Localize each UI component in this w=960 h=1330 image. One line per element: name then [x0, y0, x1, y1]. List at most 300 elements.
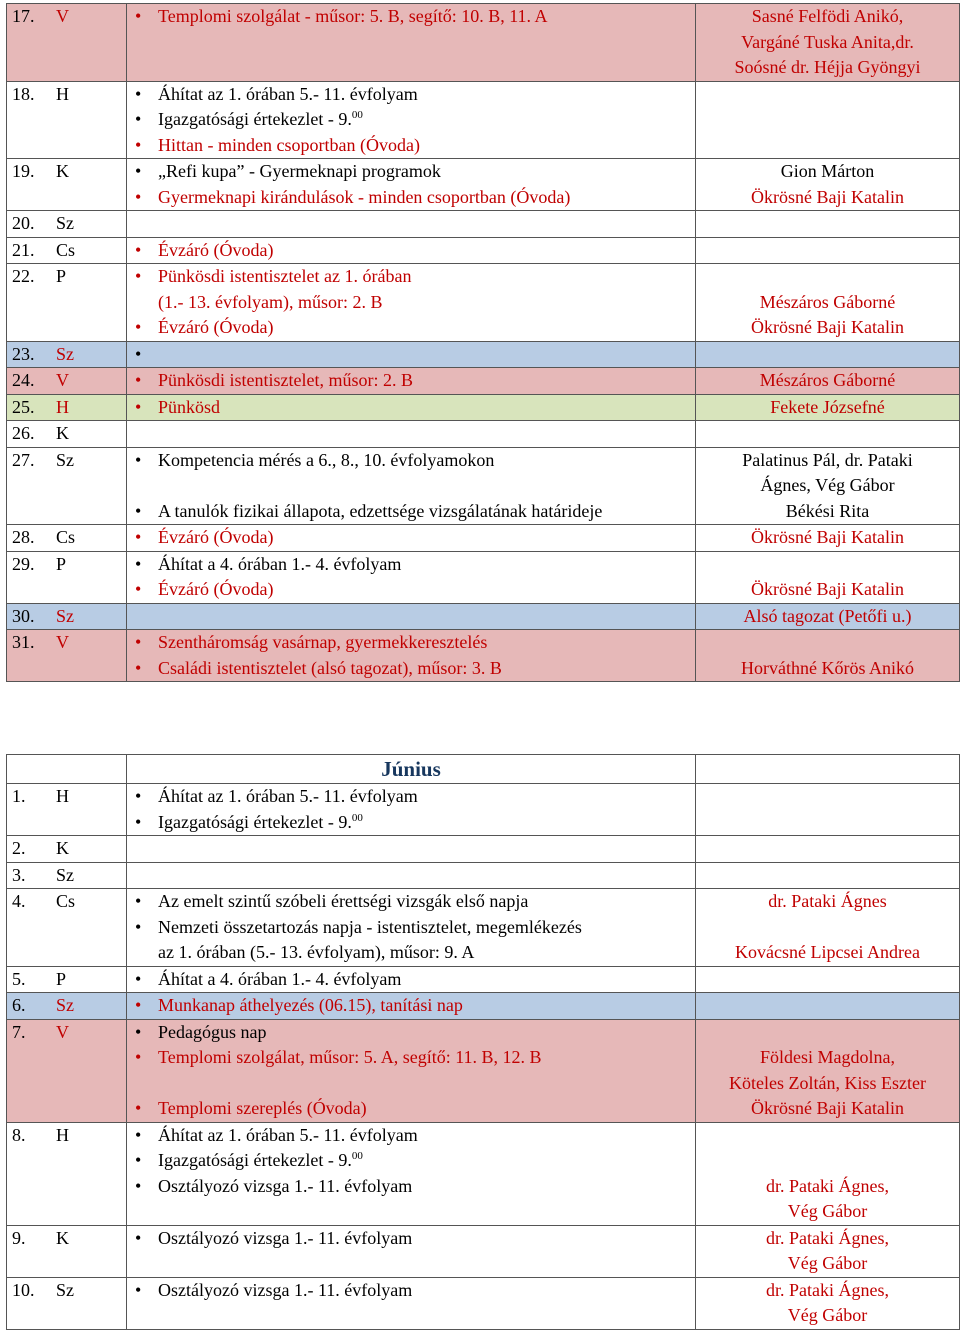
responsible-cell	[696, 264, 960, 342]
bullet-icon: •	[135, 916, 142, 937]
responsible-cell	[696, 1225, 960, 1277]
event-text: Pedagógus nap	[158, 1021, 267, 1042]
event-item	[127, 993, 695, 1019]
event-item	[127, 368, 695, 394]
day-of-week: H	[56, 83, 69, 104]
june-schedule-table	[6, 754, 960, 1330]
responsible-person	[696, 1123, 959, 1149]
schedule-row	[7, 966, 960, 993]
event-text: Áhítat az 1. órában 5.- 11. évfolyam	[158, 1124, 418, 1145]
responsible-cell	[696, 836, 960, 863]
event-item	[127, 1174, 695, 1200]
event-item	[127, 1045, 695, 1071]
schedule-row	[7, 603, 960, 630]
events-cell	[127, 211, 696, 238]
events-cell	[127, 341, 696, 368]
responsible-cell	[696, 394, 960, 421]
date-cell	[7, 368, 127, 395]
event-item	[127, 577, 695, 603]
responsible-person: Földesi Magdolna,	[760, 1047, 895, 1067]
bullet-icon: •	[135, 579, 142, 599]
responsible-cell	[696, 4, 960, 82]
event-text: „Refi kupa” - Gyermeknapi programok	[158, 161, 441, 181]
event-text: Gyermeknapi kirándulások - minden csoportban (Óvoda)	[158, 186, 571, 207]
day-number: 30.	[12, 605, 35, 626]
date-cell	[7, 1225, 127, 1277]
date-cell	[7, 1122, 127, 1225]
day-of-week: H	[56, 1124, 69, 1145]
day-number: 22.	[12, 266, 35, 286]
day-of-week: Cs	[56, 891, 76, 911]
event-item	[127, 1278, 695, 1304]
responsible-person: Vég Gábor	[787, 1305, 868, 1325]
responsible-person	[696, 1020, 959, 1046]
bullet-icon: •	[135, 186, 142, 207]
day-number: 1.	[12, 786, 26, 806]
day-number: 29.	[12, 553, 35, 574]
event-item	[127, 185, 695, 211]
event-item	[127, 1020, 695, 1046]
day-of-week: K	[56, 161, 69, 181]
event-item	[127, 315, 695, 341]
day-of-week: Cs	[56, 239, 76, 260]
bullet-icon: •	[135, 449, 142, 470]
bullet-icon: •	[135, 83, 142, 104]
bullet-icon: •	[135, 1279, 142, 1300]
responsible-person: Ökrösné Baji Katalin	[751, 579, 904, 599]
event-text: Hittan - minden csoportban (Óvoda)	[158, 134, 420, 155]
bullet-icon: •	[135, 396, 142, 417]
day-of-week: K	[56, 1227, 69, 1248]
bullet-icon: •	[135, 527, 142, 547]
event-item	[127, 4, 695, 30]
day-number: 20.	[12, 213, 35, 233]
responsible-person: Gion Márton	[780, 161, 875, 181]
day-number: 25.	[12, 396, 35, 417]
bullet-icon: •	[135, 1150, 142, 1170]
day-of-week: K	[56, 423, 69, 443]
date-cell	[7, 447, 127, 525]
responsible-cell	[696, 341, 960, 368]
date-cell	[7, 394, 127, 421]
event-item	[127, 238, 695, 264]
event-item	[127, 1226, 695, 1252]
day-number: 26.	[12, 423, 35, 443]
bullet-icon: •	[135, 553, 142, 574]
events-cell	[127, 1277, 696, 1329]
event-item	[127, 1096, 695, 1122]
event-text: Áhítat az 1. órában 5.- 11. évfolyam	[158, 786, 418, 806]
event-text: Pünkösd	[158, 396, 221, 417]
day-of-week: Sz	[56, 343, 74, 364]
events-cell	[127, 368, 696, 395]
date-cell	[7, 784, 127, 836]
event-item	[127, 290, 695, 316]
day-number: 8.	[12, 1124, 26, 1145]
event-text: Templomi szereplés (Óvoda)	[158, 1098, 367, 1118]
responsible-person: Vég Gábor	[787, 1201, 868, 1221]
empty-line	[127, 863, 695, 888]
event-item	[127, 499, 695, 525]
responsible-cell	[696, 603, 960, 630]
bullet-icon: •	[135, 161, 142, 181]
schedule-row	[7, 889, 960, 967]
schedule-row	[7, 159, 960, 211]
responsible-cell	[696, 993, 960, 1020]
event-item	[127, 1071, 695, 1097]
event-text: Nemzeti összetartozás napja - istentisztelet, megemlékezés	[158, 916, 582, 937]
event-text: (1.- 13. évfolyam), műsor: 2. B	[158, 291, 383, 312]
responsible-person: Békési Rita	[785, 500, 870, 521]
schedule-row	[7, 237, 960, 264]
bullet-icon: •	[135, 657, 142, 678]
schedule-row	[7, 525, 960, 552]
day-of-week: V	[56, 632, 69, 652]
responsible-person: Köteles Zoltán, Kiss Eszter	[729, 1072, 926, 1093]
event-item	[127, 159, 695, 185]
responsible-person: Horváthné Kőrös Anikó	[741, 657, 914, 678]
schedule-row	[7, 447, 960, 525]
events-cell	[127, 836, 696, 863]
responsible-cell	[696, 966, 960, 993]
date-cell	[7, 966, 127, 993]
event-item	[127, 784, 695, 810]
date-cell	[7, 603, 127, 630]
events-cell	[127, 993, 696, 1020]
date-cell	[7, 630, 127, 682]
event-item	[127, 967, 695, 993]
time-superscript: 00	[351, 109, 363, 121]
bullet-icon: •	[135, 343, 142, 364]
schedule-row	[7, 394, 960, 421]
responsible-person: Fekete Józsefné	[770, 396, 885, 417]
day-of-week: P	[56, 968, 67, 989]
event-item	[127, 889, 695, 915]
event-item	[127, 1148, 695, 1174]
event-item	[127, 656, 695, 682]
event-text: Évzáró (Óvoda)	[158, 527, 274, 547]
time-superscript: 00	[351, 811, 363, 824]
responsible-person	[696, 552, 959, 578]
day-number: 7.	[12, 1021, 26, 1042]
event-text: Áhítat a 4. órában 1.- 4. évfolyam	[158, 553, 402, 574]
responsible-cell	[696, 784, 960, 836]
schedule-row	[7, 1019, 960, 1122]
day-number: 6.	[12, 995, 26, 1015]
responsible-person	[696, 630, 959, 656]
responsible-person: Mészáros Gáborné	[759, 370, 896, 390]
event-text: Osztályozó vizsga 1.- 11. évfolyam	[158, 1279, 413, 1300]
bullet-icon: •	[135, 370, 142, 390]
day-of-week: P	[56, 553, 67, 574]
events-cell	[127, 551, 696, 603]
day-number: 23.	[12, 343, 35, 364]
event-item	[127, 525, 695, 551]
date-cell	[7, 237, 127, 264]
day-of-week: Sz	[56, 1279, 74, 1300]
responsible-person: Alsó tagozat (Petőfi u.)	[743, 605, 912, 626]
date-cell	[7, 211, 127, 238]
events-cell	[127, 421, 696, 448]
event-item	[127, 810, 695, 836]
responsible-person: Ökrösné Baji Katalin	[751, 527, 904, 547]
date-cell	[7, 421, 127, 448]
day-of-week: P	[56, 266, 67, 286]
day-number: 24.	[12, 370, 35, 390]
schedule-row	[7, 862, 960, 889]
date-cell	[7, 81, 127, 159]
event-text: A tanulók fizikai állapota, edzettsége vizsgálatának határideje	[158, 500, 603, 521]
day-of-week: Sz	[56, 995, 74, 1015]
day-of-week: Sz	[56, 449, 74, 470]
events-cell	[127, 862, 696, 889]
schedule-row	[7, 551, 960, 603]
date-cell	[7, 993, 127, 1020]
event-text: Templomi szolgálat - műsor: 5. B, segítő: 10. B, 11. A	[158, 6, 548, 26]
event-text: Áhítat a 4. órában 1.- 4. évfolyam	[158, 968, 402, 989]
events-cell	[127, 1019, 696, 1122]
day-of-week: V	[56, 370, 69, 390]
responsible-cell	[696, 421, 960, 448]
event-text: Családi istentisztelet (alsó tagozat), műsor: 3. B	[158, 657, 502, 678]
events-cell	[127, 1225, 696, 1277]
date-cell	[7, 341, 127, 368]
responsible-cell	[696, 862, 960, 889]
day-number: 9.	[12, 1227, 26, 1248]
events-cell	[127, 966, 696, 993]
schedule-row	[7, 630, 960, 682]
event-text: Évzáró (Óvoda)	[158, 239, 274, 260]
day-number: 19.	[12, 161, 35, 181]
event-text: Igazgatósági értekezlet - 9.	[158, 1150, 352, 1170]
day-number: 3.	[12, 864, 26, 885]
empty-line	[127, 421, 695, 446]
responsible-person: Ökrösné Baji Katalin	[751, 1098, 904, 1118]
schedule-row	[7, 81, 960, 159]
day-of-week: Sz	[56, 864, 74, 885]
date-cell	[7, 264, 127, 342]
bullet-icon: •	[135, 1021, 142, 1042]
date-cell	[7, 159, 127, 211]
events-cell	[127, 603, 696, 630]
schedule-row	[7, 784, 960, 836]
schedule-row	[7, 4, 960, 82]
responsible-cell	[696, 525, 960, 552]
event-text: Templomi szolgálat, műsor: 5. A, segítő: 11. B, 12. B	[158, 1047, 542, 1067]
day-of-week: Sz	[56, 213, 74, 233]
day-number: 28.	[12, 527, 35, 547]
bullet-icon: •	[135, 500, 142, 521]
event-text: Szentháromság vasárnap, gyermekkeresztelés	[158, 632, 488, 652]
responsible-cell	[696, 1122, 960, 1225]
responsible-person: Sasné Felfödi Anikó,	[751, 6, 904, 26]
event-item	[127, 1123, 695, 1149]
day-number: 18.	[12, 83, 35, 104]
events-cell	[127, 630, 696, 682]
bullet-icon: •	[135, 995, 142, 1015]
responsible-cell	[696, 368, 960, 395]
event-item	[127, 342, 695, 368]
responsible-person: Soósné dr. Héjja Gyöngyi	[734, 57, 921, 77]
responsible-cell	[696, 237, 960, 264]
responsible-person: Ágnes, Vég Gábor	[760, 475, 895, 495]
day-of-week: V	[56, 1021, 69, 1042]
bullet-icon: •	[135, 1175, 142, 1196]
responsible-cell	[696, 159, 960, 211]
time-superscript: 00	[351, 1150, 363, 1162]
bullet-icon: •	[135, 266, 142, 286]
event-text: Pünkösdi istentisztelet, műsor: 2. B	[158, 370, 413, 390]
schedule-row	[7, 993, 960, 1020]
day-of-week: Cs	[56, 527, 76, 547]
events-cell	[127, 394, 696, 421]
events-cell	[127, 81, 696, 159]
day-number: 17.	[12, 6, 35, 26]
responsible-person: Ökrösné Baji Katalin	[751, 317, 904, 337]
bullet-icon: •	[135, 6, 142, 26]
events-cell	[127, 264, 696, 342]
event-text: Munkanap áthelyezés (06.15), tanítási nap	[158, 995, 463, 1015]
bullet-icon: •	[135, 317, 142, 337]
empty-line	[127, 211, 695, 236]
responsible-person	[696, 915, 959, 941]
responsible-cell	[696, 551, 960, 603]
responsible-person: Kovácsné Lipcsei Andrea	[735, 942, 920, 962]
responsible-cell	[696, 447, 960, 525]
bullet-icon: •	[135, 891, 142, 911]
responsible-person	[696, 264, 959, 290]
responsible-person: dr. Pataki Ágnes	[768, 891, 887, 911]
schedule-row	[7, 421, 960, 448]
events-cell	[127, 784, 696, 836]
bullet-icon: •	[135, 968, 142, 989]
responsible-person: Ökrösné Baji Katalin	[751, 186, 904, 207]
event-text: Igazgatósági értekezlet - 9.	[158, 811, 352, 832]
schedule-row	[7, 1122, 960, 1225]
responsible-person: Palatinus Pál, dr. Pataki	[742, 449, 913, 470]
event-item	[127, 82, 695, 108]
schedule-row	[7, 211, 960, 238]
responsible-person	[696, 1148, 959, 1174]
event-item	[127, 552, 695, 578]
responsible-person: dr. Pataki Ágnes,	[766, 1175, 889, 1196]
day-number: 27.	[12, 449, 35, 470]
event-text: Osztályozó vizsga 1.- 11. évfolyam	[158, 1175, 413, 1196]
event-text: Kompetencia mérés a 6., 8., 10. évfolyamokon	[158, 449, 495, 470]
event-item	[127, 940, 695, 966]
responsible-cell	[696, 1277, 960, 1329]
bullet-icon: •	[135, 1047, 142, 1067]
day-of-week: V	[56, 6, 69, 26]
responsible-cell	[696, 630, 960, 682]
event-item	[127, 107, 695, 133]
events-cell	[127, 1122, 696, 1225]
schedule-row	[7, 1225, 960, 1277]
month-title: Június	[381, 757, 441, 781]
bullet-icon: •	[135, 632, 142, 652]
bullet-icon: •	[135, 109, 142, 129]
date-cell	[7, 551, 127, 603]
schedule-row	[7, 264, 960, 342]
event-item	[127, 915, 695, 941]
responsible-person: dr. Pataki Ágnes,	[766, 1279, 889, 1300]
date-cell	[7, 862, 127, 889]
day-number: 31.	[12, 632, 35, 652]
schedule-row	[7, 368, 960, 395]
event-item	[127, 630, 695, 656]
events-cell	[127, 525, 696, 552]
date-cell	[7, 1019, 127, 1122]
responsible-person: dr. Pataki Ágnes,	[766, 1227, 889, 1248]
events-cell	[127, 4, 696, 82]
empty-line	[127, 604, 695, 629]
event-text: Osztályozó vizsga 1.- 11. évfolyam	[158, 1227, 413, 1248]
events-cell	[127, 447, 696, 525]
date-cell	[7, 525, 127, 552]
june-header-row	[7, 755, 960, 784]
responsible-cell	[696, 1019, 960, 1122]
date-cell	[7, 4, 127, 82]
schedule-row	[7, 1277, 960, 1329]
responsible-cell	[696, 211, 960, 238]
events-cell	[127, 889, 696, 967]
bullet-icon: •	[135, 239, 142, 260]
bullet-icon: •	[135, 1098, 142, 1118]
bullet-icon: •	[135, 1124, 142, 1145]
day-number: 10.	[12, 1279, 35, 1300]
day-of-week: Sz	[56, 605, 74, 626]
events-cell	[127, 159, 696, 211]
event-text: Az emelt szintű szóbeli érettségi vizsgák első napja	[158, 891, 529, 911]
bullet-icon: •	[135, 811, 142, 832]
date-cell	[7, 1277, 127, 1329]
responsible-cell	[696, 889, 960, 967]
event-text: Pünkösdi istentisztelet az 1. órában	[158, 266, 412, 286]
date-cell	[7, 889, 127, 967]
responsible-cell	[696, 81, 960, 159]
day-of-week: H	[56, 396, 69, 417]
day-number: 21.	[12, 239, 35, 260]
bullet-icon: •	[135, 786, 142, 806]
event-text: Évzáró (Óvoda)	[158, 579, 274, 599]
responsible-person: Vég Gábor	[787, 1253, 868, 1273]
event-item	[127, 133, 695, 159]
day-of-week: H	[56, 786, 69, 806]
may-schedule-table	[6, 3, 960, 682]
event-item	[127, 264, 695, 290]
event-item	[127, 395, 695, 421]
event-item	[127, 473, 695, 499]
day-number: 2.	[12, 838, 26, 858]
responsible-person: Mészáros Gáborné	[759, 291, 896, 312]
day-number: 5.	[12, 968, 26, 989]
schedule-row	[7, 341, 960, 368]
event-item	[127, 448, 695, 474]
empty-line	[127, 836, 695, 861]
bullet-icon: •	[135, 134, 142, 155]
bullet-icon: •	[135, 1227, 142, 1248]
event-text: Évzáró (Óvoda)	[158, 317, 274, 337]
event-text: Áhítat az 1. órában 5.- 11. évfolyam	[158, 83, 418, 104]
event-text: Igazgatósági értekezlet - 9.	[158, 109, 352, 129]
date-cell	[7, 836, 127, 863]
responsible-person: Vargáné Tuska Anita,dr.	[741, 31, 914, 52]
schedule-row	[7, 836, 960, 863]
day-number: 4.	[12, 891, 26, 911]
day-of-week: K	[56, 838, 69, 858]
event-text: az 1. órában (5.- 13. évfolyam), műsor: 9. A	[158, 942, 475, 962]
events-cell	[127, 237, 696, 264]
